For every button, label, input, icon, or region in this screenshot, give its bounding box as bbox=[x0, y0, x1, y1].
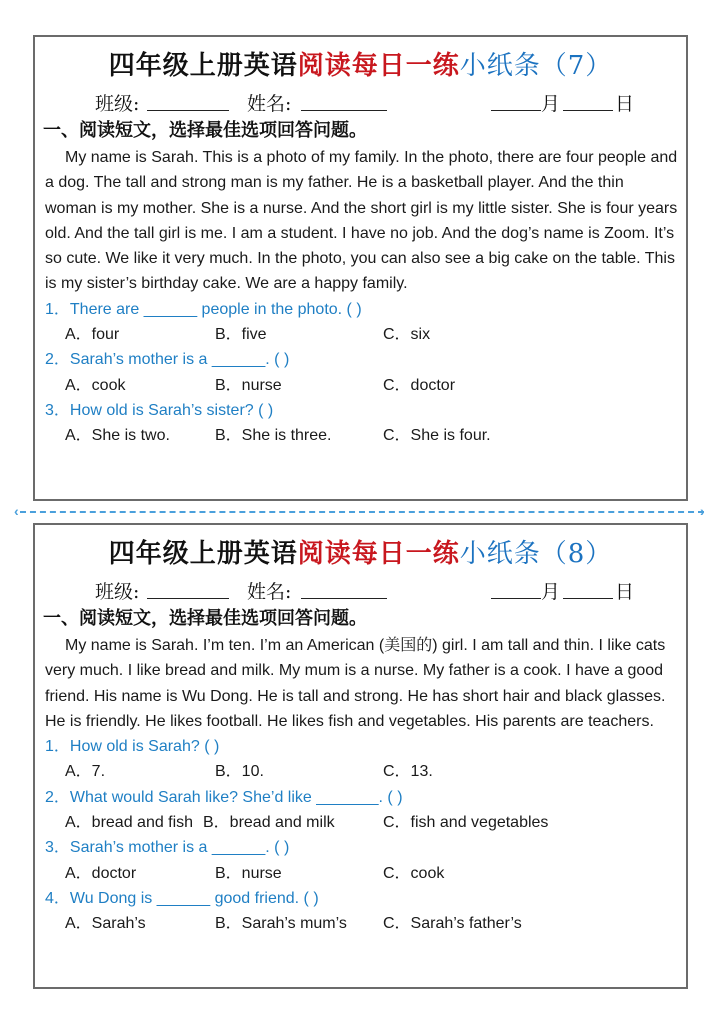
day-label: 日 bbox=[615, 93, 635, 115]
class-label: 班级: bbox=[95, 581, 140, 603]
options-row bbox=[35, 810, 686, 835]
options-row bbox=[35, 759, 686, 784]
worksheet-card-8 bbox=[33, 523, 688, 989]
info-row bbox=[35, 85, 686, 117]
option-a[interactable]: A．She is two. bbox=[65, 427, 170, 445]
name-label: 姓名: bbox=[247, 581, 292, 603]
option-a[interactable]: A．Sarah’s bbox=[65, 915, 146, 933]
options-row bbox=[35, 322, 686, 347]
question-item bbox=[35, 835, 686, 886]
option-b[interactable]: B．nurse bbox=[215, 376, 282, 394]
reading-passage: My name is Sarah. This is a photo of my family. In the photo, there are four people and a dog. The tall and strong man is my father. He is a basketball player. And the thin woman is my mother. She is a nurse. And the short girl is my little sister. She is four years old. And the tall girl is me. I am a student. I have no job. And the dog’s name is Zoom. It’s so cute. We like it very much. In the photo, you can also see a big cake on the table. This is my sister’s birthday cake. We are a happy family. bbox=[45, 149, 678, 293]
arrow-left-icon: ‹ bbox=[14, 503, 19, 519]
title-note-number: 小纸条（7） bbox=[459, 51, 613, 81]
worksheet-card-7 bbox=[33, 35, 688, 501]
question-text: 3．How old is Sarah’s sister? ( ) bbox=[45, 401, 274, 419]
question-item bbox=[35, 297, 686, 348]
option-b[interactable]: B．nurse bbox=[215, 864, 282, 882]
month-label: 月 bbox=[541, 93, 561, 115]
option-a[interactable]: A．7. bbox=[65, 763, 106, 781]
option-b[interactable]: B．Sarah’s mum’s bbox=[215, 915, 347, 933]
option-c[interactable]: C．She is four. bbox=[383, 427, 491, 445]
option-c[interactable]: C．Sarah’s father’s bbox=[383, 915, 522, 933]
arrow-right-icon: › bbox=[700, 503, 705, 519]
question-item bbox=[35, 886, 686, 937]
title-note-number: 小纸条（8） bbox=[459, 539, 613, 569]
month-blank[interactable] bbox=[491, 92, 541, 111]
name-blank[interactable] bbox=[301, 580, 387, 599]
month-label: 月 bbox=[541, 581, 561, 603]
option-c[interactable]: C．13. bbox=[383, 763, 433, 781]
name-blank[interactable] bbox=[301, 92, 387, 111]
option-b[interactable]: B．bread and milk bbox=[203, 814, 335, 832]
question-item bbox=[35, 734, 686, 785]
option-a[interactable]: A．doctor bbox=[65, 864, 137, 882]
question-item bbox=[35, 398, 686, 449]
cut-line-divider bbox=[20, 511, 704, 513]
title-grade: 四年级上册英语 bbox=[108, 539, 298, 569]
name-label: 姓名: bbox=[247, 93, 292, 115]
option-c[interactable]: C．doctor bbox=[383, 376, 456, 394]
question-list bbox=[35, 297, 686, 449]
option-c[interactable]: C．cook bbox=[383, 864, 445, 882]
option-a[interactable]: A．bread and fish bbox=[65, 814, 194, 832]
question-list bbox=[35, 734, 686, 936]
question-text: 4．Wu Dong is ______ good friend. ( ) bbox=[45, 889, 319, 907]
day-label: 日 bbox=[615, 581, 635, 603]
question-text: 1．There are ______ people in the photo. ( ) bbox=[45, 300, 362, 318]
class-label: 班级: bbox=[95, 93, 140, 115]
option-b[interactable]: B．five bbox=[215, 326, 267, 344]
option-c[interactable]: C．fish and vegetables bbox=[383, 814, 549, 832]
title-grade: 四年级上册英语 bbox=[108, 51, 298, 81]
month-blank[interactable] bbox=[491, 580, 541, 599]
options-row bbox=[35, 373, 686, 398]
question-text: 2．What would Sarah like? She’d like _______. ( ) bbox=[45, 788, 403, 806]
title-practice: 阅读每日一练 bbox=[297, 51, 460, 81]
card-title bbox=[35, 47, 686, 85]
option-a[interactable]: A．cook bbox=[65, 376, 126, 394]
question-item bbox=[35, 785, 686, 836]
option-c[interactable]: C．six bbox=[383, 326, 431, 344]
question-text: 3．Sarah’s mother is a ______. ( ) bbox=[45, 839, 290, 857]
question-text: 2．Sarah’s mother is a ______. ( ) bbox=[45, 351, 290, 369]
section-heading: 一、阅读短文，选择最佳选项回答问题。 bbox=[43, 120, 367, 141]
option-a[interactable]: A．four bbox=[65, 326, 120, 344]
section-heading: 一、阅读短文，选择最佳选项回答问题。 bbox=[43, 608, 367, 629]
question-item bbox=[35, 347, 686, 398]
day-blank[interactable] bbox=[563, 580, 613, 599]
reading-passage: My name is Sarah. I’m ten. I’m an American (美国的) girl. I am tall and thin. I like cats very much. I like bread and milk. My mum is a nurse. My father is a cook. I have a good friend. His name is Wu Dong. He is tall and strong. He has short hair and black glasses. He is friendly. He likes football. He likes fish and vegetables. His parents are teachers. bbox=[45, 637, 666, 730]
day-blank[interactable] bbox=[563, 92, 613, 111]
question-text: 1．How old is Sarah? ( ) bbox=[45, 738, 220, 756]
options-row bbox=[35, 861, 686, 886]
title-practice: 阅读每日一练 bbox=[297, 539, 460, 569]
class-blank[interactable] bbox=[147, 580, 229, 599]
info-row bbox=[35, 573, 686, 605]
option-b[interactable]: B．10. bbox=[215, 763, 264, 781]
card-title bbox=[35, 535, 686, 573]
options-row bbox=[35, 911, 686, 936]
option-b[interactable]: B．She is three. bbox=[215, 427, 332, 445]
class-blank[interactable] bbox=[147, 92, 229, 111]
options-row bbox=[35, 423, 686, 448]
